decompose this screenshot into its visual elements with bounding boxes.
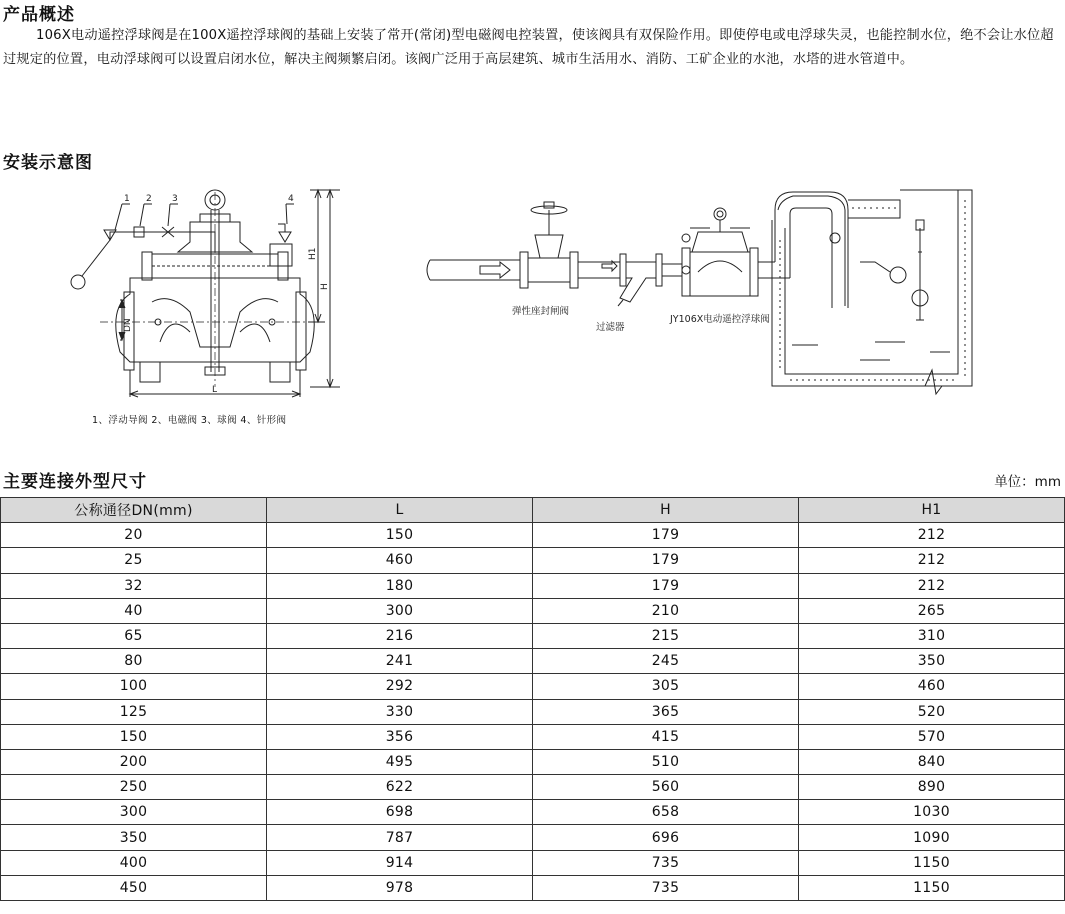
dim-h-label: H	[320, 283, 330, 290]
cell-h: 658	[533, 800, 799, 825]
table-row	[1, 775, 1065, 800]
table-row	[1, 749, 1065, 774]
callout-3: 3	[172, 194, 178, 204]
cell-h: 696	[533, 825, 799, 850]
col-header-l: L	[267, 498, 533, 523]
table-row	[1, 850, 1065, 875]
cell-h1: 212	[799, 523, 1065, 548]
cell-h1: 212	[799, 548, 1065, 573]
table-row	[1, 523, 1065, 548]
valve-diagram-caption: 1、浮动导阀 2、电磁阀 3、球阀 4、针形阀	[92, 415, 287, 426]
cell-dn: 25	[1, 548, 267, 573]
cell-l: 292	[267, 674, 533, 699]
cell-dn: 450	[1, 875, 267, 900]
table-row	[1, 724, 1065, 749]
dim-h1-label: H1	[308, 247, 318, 260]
table-row	[1, 548, 1065, 573]
cell-dn: 250	[1, 775, 267, 800]
cell-h: 560	[533, 775, 799, 800]
dimensions-table	[0, 497, 1065, 901]
cell-l: 180	[267, 573, 533, 598]
cell-l: 978	[267, 875, 533, 900]
cell-h: 415	[533, 724, 799, 749]
cell-h1: 310	[799, 623, 1065, 648]
cell-dn: 80	[1, 649, 267, 674]
cell-h1: 265	[799, 598, 1065, 623]
cell-h: 215	[533, 623, 799, 648]
cell-l: 216	[267, 623, 533, 648]
filter-label: 过滤器	[596, 322, 625, 333]
cell-h: 245	[533, 649, 799, 674]
table-row	[1, 800, 1065, 825]
table-row	[1, 623, 1065, 648]
dimensions-heading: 主要连接外型尺寸	[3, 472, 147, 492]
cell-h: 179	[533, 573, 799, 598]
cell-dn: 32	[1, 573, 267, 598]
cell-l: 330	[267, 699, 533, 724]
table-row	[1, 875, 1065, 900]
overview-text: 106X电动遥控浮球阀是在100X遥控浮球阀的基础上安装了常开(常闭)型电磁阀电控装置，使该阀具有双保险作用。即使停电或电浮球失灵，也能控制水位，绝不会让水位超过规定的位置，电动浮球阀可以设置启闭水位，解决主阀频繁启闭。该阀广泛用于高层建筑、城市生活用水、消防、工矿企业的水池，水塔的进水管道中。	[3, 28, 1054, 67]
cell-dn: 300	[1, 800, 267, 825]
cell-h1: 1150	[799, 875, 1065, 900]
callout-4: 4	[288, 194, 294, 204]
table-row	[1, 825, 1065, 850]
cell-h1: 350	[799, 649, 1065, 674]
cell-h1: 1150	[799, 850, 1065, 875]
cell-dn: 20	[1, 523, 267, 548]
cell-h1: 520	[799, 699, 1065, 724]
install-heading: 安装示意图	[3, 153, 93, 173]
dim-dn-label: DN	[123, 318, 133, 332]
cell-h: 735	[533, 875, 799, 900]
overview-paragraph	[3, 24, 1061, 72]
cell-l: 460	[267, 548, 533, 573]
overview-heading: 产品概述	[3, 5, 75, 25]
gate-valve-label: 弹性座封闸阀	[512, 306, 570, 317]
cell-l: 300	[267, 598, 533, 623]
table-row	[1, 598, 1065, 623]
cell-h: 510	[533, 749, 799, 774]
cell-dn: 125	[1, 699, 267, 724]
cell-dn: 100	[1, 674, 267, 699]
cell-h: 179	[533, 523, 799, 548]
dim-l-label: L	[212, 385, 218, 395]
cell-h1: 460	[799, 674, 1065, 699]
cell-h1: 840	[799, 749, 1065, 774]
cell-l: 698	[267, 800, 533, 825]
main-valve-label: JY106X电动遥控浮球阀	[670, 314, 770, 325]
cell-l: 356	[267, 724, 533, 749]
table-header-row	[1, 498, 1065, 523]
table-row	[1, 674, 1065, 699]
cell-h1: 1090	[799, 825, 1065, 850]
cell-dn: 150	[1, 724, 267, 749]
valve-section-diagram	[60, 182, 360, 404]
cell-h: 210	[533, 598, 799, 623]
cell-dn: 40	[1, 598, 267, 623]
cell-l: 495	[267, 749, 533, 774]
cell-dn: 65	[1, 623, 267, 648]
cell-h: 365	[533, 699, 799, 724]
table-row	[1, 573, 1065, 598]
col-header-h: H	[533, 498, 799, 523]
cell-l: 241	[267, 649, 533, 674]
cell-h1: 570	[799, 724, 1065, 749]
cell-dn: 400	[1, 850, 267, 875]
cell-h: 735	[533, 850, 799, 875]
cell-l: 914	[267, 850, 533, 875]
cell-h1: 890	[799, 775, 1065, 800]
cell-l: 622	[267, 775, 533, 800]
cell-h: 305	[533, 674, 799, 699]
cell-h1: 1030	[799, 800, 1065, 825]
cell-l: 787	[267, 825, 533, 850]
cell-h1: 212	[799, 573, 1065, 598]
table-row	[1, 649, 1065, 674]
callout-1: 1	[124, 194, 130, 204]
col-header-dn: 公称通径DN(mm)	[1, 498, 267, 523]
pipeline-install-diagram	[420, 180, 990, 400]
cell-dn: 350	[1, 825, 267, 850]
table-row	[1, 699, 1065, 724]
unit-label: 单位：mm	[994, 474, 1061, 490]
cell-dn: 200	[1, 749, 267, 774]
callout-2: 2	[146, 194, 152, 204]
col-header-h1: H1	[799, 498, 1065, 523]
cell-l: 150	[267, 523, 533, 548]
cell-h: 179	[533, 548, 799, 573]
